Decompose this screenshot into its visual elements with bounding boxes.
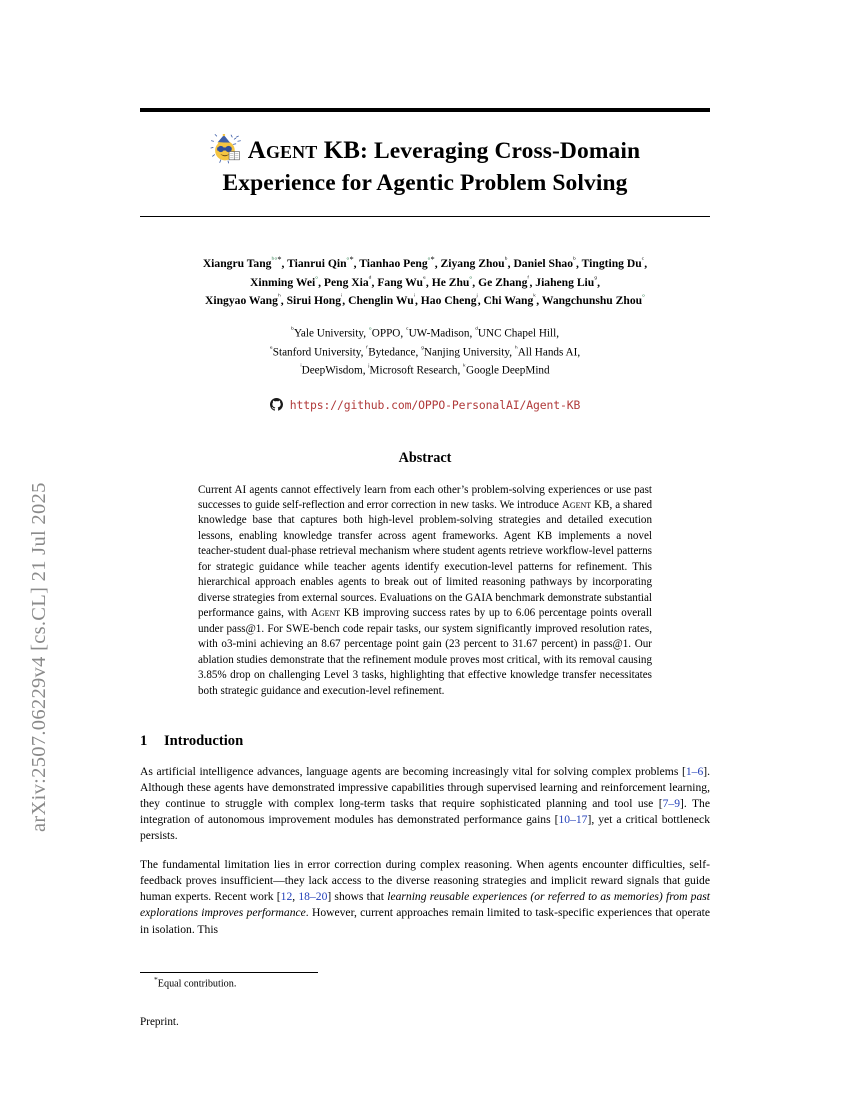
affiliation-name: UW-Madison (408, 327, 470, 340)
author-name: Xingyao Wang (205, 294, 278, 308)
author-name: Chenglin Wu (348, 294, 414, 308)
author-affiliation-mark: ᵏ (533, 293, 537, 302)
author-affiliation-mark: ᵒ (469, 274, 473, 283)
author-name: Tianrui Qin (287, 256, 347, 270)
intro-p1-b: ]. Although these agents have demonstrated impressive capabilities through supervised learning and reinforcement learning, they continue to struggle with complex long-term tasks that require sophisticated planning and tool use [ (140, 765, 710, 811)
intro-p1-d: ], yet a critical bottleneck persists. (140, 813, 711, 843)
affiliation-mark: ᵒ (368, 326, 372, 335)
author-affiliation-mark: ᵒ (427, 256, 431, 265)
equal-contribution-mark: * (349, 255, 354, 265)
footnote-marker: * (154, 975, 158, 984)
affiliation-name: Google DeepMind (466, 364, 550, 377)
citation-link[interactable]: 12 (280, 890, 293, 904)
title-product-name: Agent KB (247, 137, 361, 164)
author-name: Tianhao Peng (359, 256, 428, 270)
author-name: Wangchunshu Zhou (541, 294, 643, 308)
author-line-3: Xingyao Wang$^ʰ$, Sirui Hong$^{^i}$, Chenglin Wu$^{^i}$, Hao Cheng$^ʲ$, Chi Wang$^ᵏ$, Wangchunshu Zhou$^ᵒ$ (205, 293, 645, 308)
equal-contribution-mark: * (430, 255, 435, 265)
author-name: Ge Zhang (478, 275, 528, 289)
author-name: Daniel Shao (513, 256, 574, 270)
section-heading-introduction (140, 733, 710, 750)
author-affiliation-mark: ᵇᵒ (271, 256, 278, 265)
title-block (140, 112, 710, 210)
github-icon (270, 398, 283, 411)
affiliation-line-1: $^ᵇ$Yale University, $^ᵒ$OPPO, $^ᶜ$UW-Madison, $^ᵈ$UNC Chapel Hill, (290, 326, 560, 340)
repository-url[interactable]: https://github.com/OPPO-PersonalAI/Agent-KB (289, 397, 581, 412)
intro-p1-a: As artificial intelligence advances, language agents are becoming increasingly vital for solving complex problems [ (140, 765, 686, 779)
author-affiliation-mark: ᵍ (594, 274, 598, 283)
intro-paragraph-1 (140, 764, 710, 844)
page-title (158, 134, 692, 198)
footnote-text: Equal contribution. (157, 978, 237, 990)
author-name: Ziyang Zhou (440, 256, 505, 270)
equal-contribution-mark: * (277, 255, 282, 265)
author-affiliation-mark: ⁱ (413, 293, 415, 302)
author-list (140, 253, 710, 311)
affiliation-line-2: $^ᵉ$Stanford University, $^ᶠ$Bytedance, $^ᵍ$Nanjing University, $^ʰ$All Hands AI, (269, 344, 581, 359)
affiliation-name: Yale University (293, 327, 364, 340)
paper-page (140, 0, 710, 1100)
citation-link[interactable]: 1–6 (685, 765, 704, 779)
author-name: Xiangru Tang (202, 256, 272, 270)
author-affiliation-mark: ᶜ (641, 256, 645, 265)
author-affiliation-mark: ⁱ (341, 293, 343, 302)
affiliation-mark: ʰ (514, 344, 518, 353)
affiliation-mark: ᶜ (405, 326, 409, 335)
affiliation-name: Nanjing University (423, 346, 510, 359)
affiliation-name: Bytedance (368, 346, 416, 359)
intro-p2-c: . However, current approaches remain limited to task-specific experiences that operate in isolation. This (140, 906, 710, 936)
arxiv-stamp (0, 0, 78, 1100)
title-line2: Experience for Agentic Problem Solving (222, 169, 628, 196)
title-line1-rest: : Leveraging Cross-Domain (360, 138, 641, 164)
affiliation-mark: ⁱ (300, 363, 302, 372)
author-affiliation-mark: ʰ (277, 293, 281, 302)
author-line-1: Xiangru Tang$^{ᵇᵒ*}$, Tianrui Qin$^{ᵒ*}$, Tianhao Peng$^{ᵒ*}$, Ziyang Zhou$^ᵇ$, Daniel Shao$^ᵇ$, Tingting Du$^ᶜ$, (202, 255, 648, 270)
citation-link[interactable]: 18–20 (298, 890, 328, 904)
author-name: Tingting Du (581, 256, 642, 270)
intro-p2-b: ] shows that (327, 890, 388, 904)
footnote-rule (140, 972, 318, 973)
affiliation-name: DeepWisdom (301, 364, 363, 377)
author-name: Fang Wu (377, 275, 423, 289)
footnote (140, 975, 554, 989)
author-name: Hao Cheng (420, 294, 477, 308)
affiliation-mark: ᶠ (366, 344, 369, 353)
author-name: He Zhu (431, 275, 470, 289)
intro-p2-italic: learning reusable experiences (or referred to as memories) from past explorations improves performance (140, 890, 711, 920)
repository-link-row (140, 398, 710, 412)
wizard-emoji-icon (210, 134, 244, 164)
author-affiliation-mark: ᵒ (346, 256, 350, 265)
author-name: Chi Wang (483, 294, 534, 308)
affiliation-mark: ᵍ (421, 344, 424, 353)
affiliation-mark: ᵇ (290, 326, 294, 335)
author-affiliation-mark: ᵇ (573, 256, 577, 265)
section-number: 1 (140, 733, 148, 750)
author-name: Peng Xia (323, 275, 369, 289)
intro-p1-c: ]. The integration of autonomous improvement modules has demonstrated performance gains [ (140, 797, 710, 827)
abstract-text-a: Current AI agents cannot effectively learn from each other’s problem-solving experiences or use past successes to guide self-reflection and error correction in new tasks. We introduce (198, 483, 652, 511)
author-affiliation-mark: ᵇ (504, 256, 508, 265)
abstract-smallcaps-2: Agent KB (310, 607, 360, 620)
affiliation-name: All Hands AI (517, 346, 578, 359)
author-name: Xinming Wei (250, 275, 316, 289)
arxiv-stamp-text: arXiv:2507.06229v4 [cs.CL] 21 Jul 2025 (27, 482, 50, 832)
author-line-2: Xinming Wei$^ᵒ$, Peng Xia$^ᵈ$, Fang Wu$^ᵉ$, He Zhu$^ᵒ$, Ge Zhang$^ᶠ$, Jiaheng Liu$^ᵍ$, (250, 274, 600, 289)
affiliation-name: Stanford University (272, 346, 361, 359)
abstract-text-b: , a shared knowledge base that captures both high-level problem-solving strategies and detailed execution lessons, enabling knowledge transfer across agent frameworks. Agent KB implements a novel teacher-student dual-phase retrieval mechanism where student agents retrieve workflow-level patterns for strategic guidance while teacher agents identify execution-level patterns for refinement. This hierarchical approach enables agents to break out of limited reasoning pathways by incorporating diverse strategies from external sources. Evaluations on the GAIA benchmark demonstrate substantial performance gains, with (198, 498, 652, 620)
section-title: Introduction (164, 733, 244, 750)
intro-p2-sep: , (292, 890, 299, 904)
affiliation-name: UNC Chapel Hill (477, 327, 557, 340)
preprint-label: Preprint. (140, 1016, 179, 1028)
abstract-body (198, 483, 652, 700)
abstract-heading: Abstract (398, 449, 452, 466)
citation-link[interactable]: 10–17 (558, 813, 588, 827)
intro-paragraph-2 (140, 857, 710, 937)
abstract-text-c: improving success rates by up to 6.06 percentage points overall under pass@1. For SWE-bench code repair tasks, our system significantly improved resolution rates, with o3-mini achieving an 8.67 percentage point gain (23 percent to 31.67 percent) in pass@1. Our ablation studies demonstrate that the refinement module proves most critical, with its removal causing 3.85% drop on challenging Level 3 tasks, highlighting that effective knowledge transfer necessitates both strategic guidance and execution-level refinement. (198, 607, 652, 697)
author-affiliation-mark: ᶠ (527, 274, 530, 283)
abstract-smallcaps-1: Agent KB (561, 498, 610, 511)
intro-p2-a: The fundamental limitation lies in error correction during complex reasoning. When agents encounter difficulties, self-feedback proves insufficient—they lack access to the diverse reasoning strategies and implicit reward signals that guide human experts. Recent work [ (140, 858, 710, 904)
affiliation-line-3: $^{^i}$DeepWisdom, $^ʲ$Microsoft Research, $^ᵏ$Google DeepMind (300, 363, 550, 377)
affiliation-list (140, 325, 710, 380)
author-affiliation-mark: ᵈ (368, 274, 372, 283)
citation-link[interactable]: 7–9 (662, 797, 680, 811)
author-name: Jiaheng Liu (535, 275, 595, 289)
affiliation-mark: ᵉ (269, 344, 273, 353)
author-name: Sirui Hong (286, 294, 342, 308)
author-affiliation-mark: ᵒ (315, 274, 319, 283)
title-rule-bottom (140, 216, 710, 217)
affiliation-name: OPPO (371, 327, 401, 340)
author-affiliation-mark: ᵒ (642, 293, 645, 302)
affiliation-name: Microsoft Research (369, 364, 458, 377)
affiliation-mark: ᵈ (475, 326, 478, 335)
author-affiliation-mark: ᵉ (422, 274, 426, 283)
affiliation-mark: ᵏ (463, 363, 467, 372)
affiliation-mark: ʲ (368, 363, 370, 372)
author-affiliation-mark: ʲ (476, 293, 478, 302)
